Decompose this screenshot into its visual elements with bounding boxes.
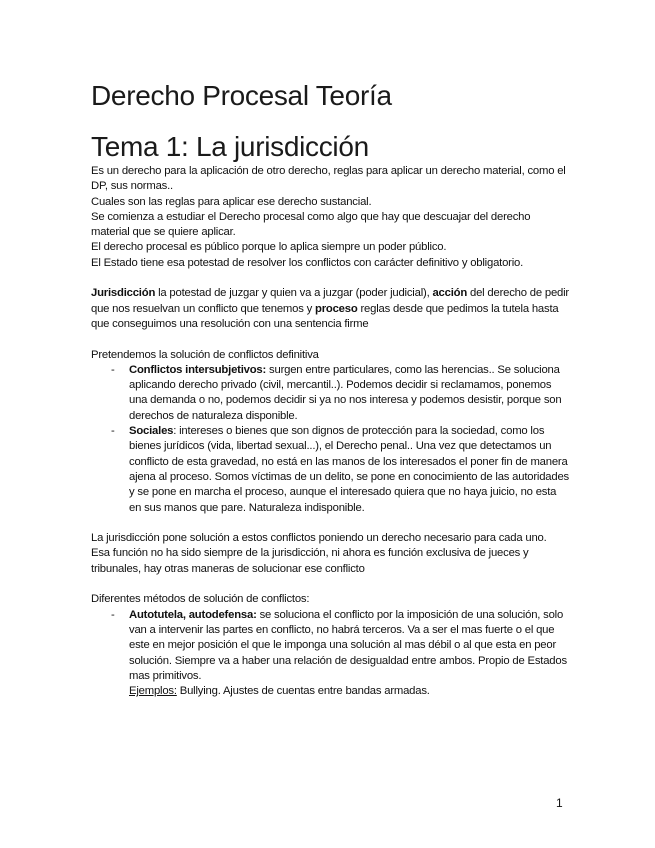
page-number: 1: [556, 796, 563, 810]
document-title: Derecho Procesal Teoría: [91, 80, 392, 111]
list-item: - Conflictos intersubjetivos: surgen entre particulares, como las herencias.. Se soluciona aplicando derecho privado (civil, mercantil..). Podemos decidir si reclamamos, ponemos una demanda o no, podemos decidir si ya no nos interesa y podemos desistir, porque son derechos de naturaleza disponible.: [111, 363, 562, 422]
term-accion: acción: [432, 287, 468, 300]
paragraph: Es un derecho para la aplicación de otro derecho, reglas para aplicar un derecho material, como el DP, sus normas..: [91, 165, 566, 193]
term-jurisdiccion: Jurisdicción: [91, 287, 156, 300]
bullet-dash: -: [111, 363, 115, 376]
document-body: [91, 164, 571, 699]
list-item: - Autotutela, autodefensa: se soluciona el conflicto por la imposición de una solución, solo van a intervenir las partes en conflicto, no habrá terceros. Va a ser el mas fuerte o el que este en mejor posición el que le imponga una solución al mas débil o al que esta en peor solución. Siempre va a haber una relación de desigualdad entre ambos. Propio de Estados mas primitivos.: [111, 608, 567, 682]
bullet-term: Conflictos intersubjetivos:: [129, 363, 267, 376]
methods-lead: Diferentes métodos de solución de conflictos:: [91, 593, 310, 606]
paragraph: Cuales son las reglas para aplicar ese derecho sustancial.: [91, 195, 372, 208]
bullet-dash: -: [111, 425, 115, 438]
paragraph: Se comienza a estudiar el Derecho procesal como algo que hay que descuajar del derecho material que se quiere aplicar.: [91, 210, 531, 239]
bullet-term: Autotutela, autodefensa:: [129, 608, 257, 621]
paragraph: La jurisdicción pone solución a estos conflictos poniendo un derecho necesario para cada uno.: [91, 532, 547, 545]
bullet-term: Sociales: [129, 425, 174, 438]
examples-line: Ejemplos: Bullying. Ajustes de cuentas entre bandas armadas.: [129, 685, 430, 698]
bullet-dash: -: [111, 608, 115, 621]
section-heading: Tema 1: La jurisdicción: [91, 131, 369, 162]
examples-label: Ejemplos:: [129, 685, 177, 698]
definition-paragraph: Jurisdicción la potestad de juzgar y quien va a juzgar (poder judicial), acción del derecho de pedir que nos resuelvan un conflicto que tenemos y proceso reglas desde que pedimos la tutela hasta que conseguimos una resolución con una sentencia firme: [91, 287, 569, 330]
list-item: - Sociales: intereses o bienes que son dignos de protección para la sociedad, como los bienes jurídicos (vida, libertad sexual...), el Derecho penal.. Una vez que detectamos un conflicto de esta gravedad, no está en las manos de los interesados el poner fin de manera ajena al proceso. Somos víctimas de un delito, se pone en conocimiento de las autoridades y se pone en marcha el proceso, aunque el interesado quiera que no haya juicio, no esta en sus manos que pare. Naturaleza indisponible.: [111, 425, 570, 514]
paragraph: Esa función no ha sido siempre de la jurisdicción, ni ahora es función exclusiva de jueces y tribunales, hay otras maneras de solucionar ese conflicto: [91, 547, 529, 575]
paragraph: El Estado tiene esa potestad de resolver los conflictos con carácter definitivo y obligatorio.: [91, 256, 524, 269]
paragraph: El derecho procesal es público porque lo aplica siempre un poder público.: [91, 241, 447, 254]
term-proceso: proceso: [315, 302, 358, 315]
conflicts-lead: Pretendemos la solución de conflictos definitiva: [91, 348, 319, 361]
